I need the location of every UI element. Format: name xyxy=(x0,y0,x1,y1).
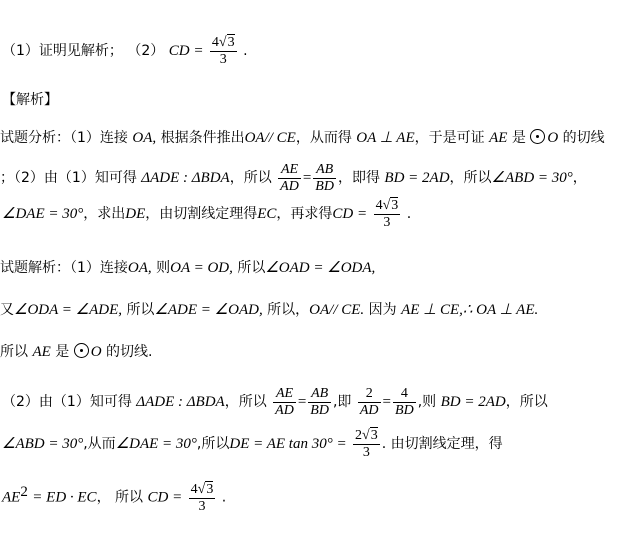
text: ，求出 xyxy=(83,206,126,222)
text: . xyxy=(402,206,412,222)
equals: = xyxy=(302,170,312,186)
text: ，所以 xyxy=(505,394,548,410)
circle-dot-icon xyxy=(74,343,89,358)
text: ，所以 xyxy=(224,394,267,410)
math-similar: ΔADE : ΔBDA xyxy=(141,170,230,186)
text: . 由切割线定理，得 xyxy=(381,436,503,452)
math-angle-dae: ∠DAE = 30° xyxy=(2,206,84,222)
text: 因为 xyxy=(368,302,397,318)
text: （2）由（1）知可得 xyxy=(2,394,132,410)
math-angle-abd: ∠ABD = 30° xyxy=(491,170,573,186)
trial-analysis-label: 试题分析： xyxy=(0,130,70,146)
math-de: DE xyxy=(125,206,146,222)
solution-line-5 xyxy=(2,425,503,463)
text: ；（2）由（1）知可得 xyxy=(0,170,137,186)
text: ，再求得 xyxy=(276,206,333,222)
text: ，从而得 xyxy=(295,130,352,146)
solution-line-2 xyxy=(0,300,538,320)
math-angles: ∠OAD = ∠ODA, xyxy=(265,260,376,276)
math-oa-parallel-ce: OA// CE xyxy=(244,130,296,146)
math-ae: AE xyxy=(32,344,51,360)
analysis-header: 【解析】 xyxy=(2,92,58,108)
math-angle-oda-ade: ∠ODA = ∠ADE, xyxy=(14,302,122,318)
math-oa-par-ce: OA// CE. xyxy=(309,302,365,318)
text: 是 xyxy=(55,344,70,360)
solution-line-3 xyxy=(0,342,152,362)
circle-dot-icon xyxy=(530,129,545,144)
fraction-2-sqrt3-over-3: $\frac{2√3}{3}$ xyxy=(355,428,378,460)
text: 所以 xyxy=(237,260,266,276)
text: ，所以 xyxy=(229,170,272,186)
text: 根据条件推出 xyxy=(160,130,245,146)
math-cd: CD = xyxy=(147,489,183,506)
text: 是 xyxy=(511,130,526,146)
answer-part2: （2） xyxy=(127,43,165,59)
math-bd-eq: BD = 2AD xyxy=(440,394,506,410)
text: ,即 xyxy=(332,394,352,410)
text: 则 xyxy=(156,260,171,276)
text: ,从而 xyxy=(83,436,116,452)
answer-fraction: $\frac{4√3}{3}$ xyxy=(211,35,235,67)
math-ed-ec: = ED · EC xyxy=(32,489,97,506)
solution-line-4 xyxy=(2,383,548,421)
fraction-4-sqrt3-over-3: $\frac{4√3}{3}$ xyxy=(375,198,399,230)
math-oa-perp-ae: OA ⊥ AE xyxy=(356,130,415,146)
math-angle-ade-oad: ∠ADE = ∠OAD, xyxy=(154,302,263,318)
math-oa: OA, xyxy=(132,130,157,146)
text: 又 xyxy=(0,302,14,318)
text: 所以， xyxy=(267,302,310,318)
math-similar: ΔADE : ΔBDA xyxy=(136,394,225,410)
fraction-ae-ad: $\frac{AE}{AD}$ xyxy=(275,385,294,418)
text: ,所以 xyxy=(196,436,230,452)
fraction-4-bd: $\frac{4}{BD}$ xyxy=(395,385,414,418)
text: ,则 xyxy=(417,394,437,410)
text: ， 所以 xyxy=(96,489,144,506)
math-ae: AE xyxy=(2,489,21,506)
text: （1）连接 xyxy=(70,130,128,146)
fraction-2-ad: $\frac{2}{AD}$ xyxy=(359,385,379,418)
trial-analysis-line-2 xyxy=(0,160,587,196)
trial-analysis-line-1 xyxy=(0,128,605,148)
solution-line-6 xyxy=(2,473,226,517)
math-perp: AE ⊥ CE,∴ OA ⊥ AE. xyxy=(401,302,539,318)
fraction-4-sqrt3-over-3: $\frac{4√3}{3}$ xyxy=(190,481,214,514)
fraction-ae-ad: $\frac{AE}{AD}$ xyxy=(280,161,299,194)
answer-end: . xyxy=(243,43,248,59)
solution-label: 试题解析：（1）连接 xyxy=(0,260,128,276)
math-ae: AE xyxy=(489,130,508,146)
equals: = xyxy=(382,394,392,410)
fraction-ab-bd: $\frac{AB}{BD}$ xyxy=(310,385,329,418)
exponent: 2 xyxy=(20,484,28,500)
text: 的切线. xyxy=(105,344,153,360)
text: ，由切割线定理得 xyxy=(145,206,258,222)
answer-cd-lhs: CD = xyxy=(168,43,204,59)
solution-line-1 xyxy=(0,258,375,278)
text: ，即得 xyxy=(337,170,380,186)
text: 的切线 xyxy=(562,130,605,146)
text: ，于是可证 xyxy=(414,130,485,146)
math-cd: CD = xyxy=(332,206,368,222)
math-bd-eq: BD = 2AD xyxy=(384,170,450,186)
math-o: O xyxy=(547,130,559,146)
math-oa-od: OA = OD, xyxy=(170,260,233,276)
text: 所以 xyxy=(0,344,28,360)
trial-analysis-line-3 xyxy=(2,196,411,232)
math-de-eq: DE = AE tan 30° = xyxy=(229,436,347,452)
answer-part1: （1）证明见解析； xyxy=(2,43,123,59)
math-ec: EC xyxy=(257,206,277,222)
fraction-ab-bd: $\frac{AB}{BD}$ xyxy=(315,161,334,194)
math-oa: OA, xyxy=(127,260,152,276)
text: ， xyxy=(572,170,587,186)
answer-line xyxy=(2,34,248,68)
text: 所以 xyxy=(126,302,155,318)
text: ，所以 xyxy=(449,170,492,186)
text: . xyxy=(217,489,227,506)
math-angle-abd: ∠ABD = 30° xyxy=(2,436,84,452)
math-o: O xyxy=(90,344,102,360)
equals: = xyxy=(297,394,307,410)
math-angle-dae: ∠DAE = 30° xyxy=(115,436,197,452)
